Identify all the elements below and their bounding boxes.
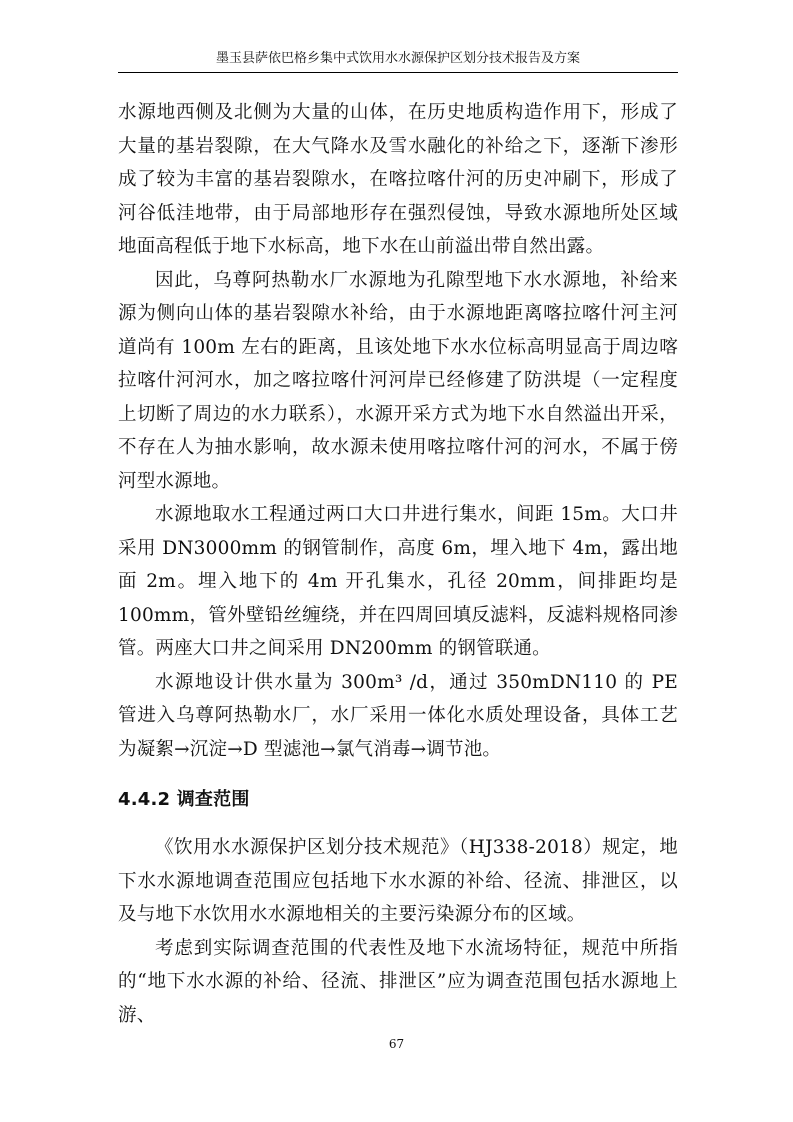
paragraph: 水源地取水工程通过两口大口井进行集水，间距 15m。大口井采用 DN3000mm 的钢管制作，高度 6m，埋入地下 4m，露出地面 2m。埋入地下的 4m 开孔集水，孔径 20mm，间排距均是 100mm，管外壁铅丝缠绕，并在四周回填反滤料，反滤料规格同渗管。两座大口井之间采用 DN200mm 的钢管联通。 bbox=[118, 504, 678, 659]
section-heading: 4.4.2 调查范围 bbox=[118, 789, 250, 810]
paragraph-continuation: 水源地西侧及北侧为大量的山体，在历史地质构造作用下，形成了大量的基岩裂隙，在大气降水及雪水融化的补给之下，逐渐下渗形成了较为丰富的基岩裂隙水，在喀拉喀什河的历史冲刷下，形成了河谷低洼地带，由于局部地形存在强烈侵蚀，导致水源地所处区域地面高程低于地下水标高，地下水在山前溢出带自然出露。 bbox=[118, 102, 678, 257]
page-body bbox=[118, 96, 678, 1032]
running-header: 墨玉县萨依巴格乡集中式饮用水水源保护区划分技术报告及方案 bbox=[215, 51, 580, 66]
paragraph: 水源地设计供水量为 300m³ /d，通过 350mDN110 的 PE 管进入乌尊阿热勒水厂，水厂采用一体化水质处理设备，具体工艺为凝絮→沉淀→D 型滤池→氯气消毒→调节池。 bbox=[118, 671, 678, 760]
paragraph: 考虑到实际调查范围的代表性及地下水流场特征，规范中所指的“地下水水源的补给、径流、排泄区”应为调查范围包括水源地上游、 bbox=[118, 937, 678, 1026]
page-number: 67 bbox=[388, 1037, 405, 1051]
header-divider bbox=[118, 72, 678, 73]
paragraph: 《饮用水水源保护区划分技术规范》（HJ338-2018）规定，地下水水源地调查范围应包括地下水水源的补给、径流、排泄区，以及与地下水饮用水水源地相关的主要污染源分布的区域。 bbox=[118, 837, 678, 925]
paragraph: 因此，乌尊阿热勒水厂水源地为孔隙型地下水水源地，补给来源为侧向山体的基岩裂隙水补给，由于水源地距离喀拉喀什河主河道尚有 100m 左右的距离，且该处地下水水位标高明显高于周边喀拉喀什河河水，加之喀拉喀什河河岸已经修建了防洪堤（一定程度上切断了周边的水力联系），水源开采方式为地下水自然溢出开采，不存在人为抽水影响，故水源未使用喀拉喀什河的河水，不属于傍河型水源地。 bbox=[118, 269, 678, 492]
